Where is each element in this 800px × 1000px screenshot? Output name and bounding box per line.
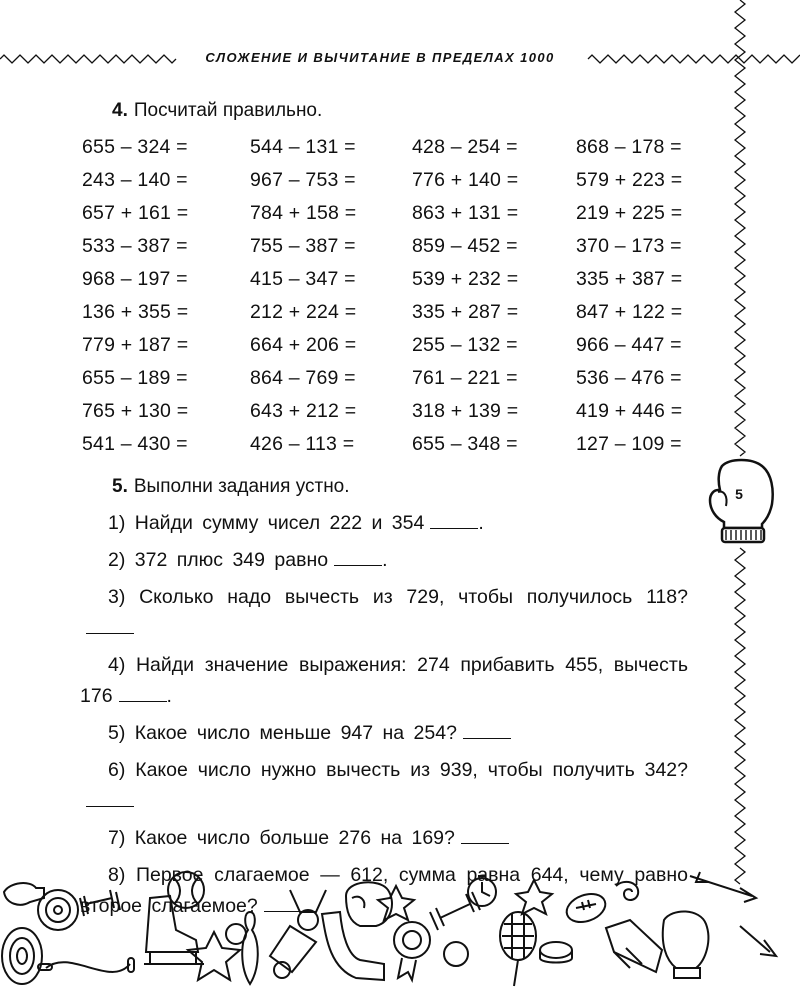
flipper-icon (606, 920, 662, 972)
rugby-ball-icon (563, 889, 609, 927)
exercise-row (82, 329, 702, 362)
exercise-row (82, 131, 702, 164)
ice-skate-icon (146, 896, 198, 952)
oral-task: 1) Найди сумму чисел 222 и 354 . (108, 512, 484, 534)
exercise-item: 655 – 348 = (412, 433, 518, 455)
exercise-row (82, 230, 702, 263)
answer-blank[interactable] (119, 685, 167, 702)
exercise-item: 776 + 140 = (412, 169, 519, 191)
swirl-icon (616, 882, 638, 900)
task-5-number: 5. (112, 476, 128, 497)
oral-task (80, 755, 688, 817)
answer-blank[interactable] (430, 512, 478, 529)
exercise-item: 765 + 130 = (82, 400, 189, 422)
exercise-item: 966 – 447 = (576, 334, 682, 356)
exercise-item: 643 + 212 = (250, 400, 357, 422)
exercise-row (82, 197, 702, 230)
answer-blank[interactable] (334, 549, 382, 566)
exercise-row (82, 164, 702, 197)
baseball-icon (168, 872, 204, 908)
dart-icon (740, 926, 776, 956)
exercise-item: 335 + 287 = (412, 301, 519, 323)
exercise-row (82, 428, 702, 461)
exercise-item: 655 – 189 = (82, 367, 188, 389)
exercise-item: 536 – 476 = (576, 367, 682, 389)
exercise-row (82, 362, 702, 395)
task-5-heading (112, 476, 350, 498)
oral-task-text: 5) Какое число меньше 947 на 254? (108, 722, 457, 744)
whistle-icon (4, 883, 44, 905)
exercise-item: 255 – 132 = (412, 334, 518, 356)
exercise-item: 544 – 131 = (250, 136, 356, 158)
award-rosette-icon (394, 922, 430, 958)
exercise-item: 335 + 387 = (576, 268, 683, 290)
oral-task (80, 582, 688, 644)
oral-task: 2) 372 плюс 349 равно . (108, 549, 388, 571)
task-4-number: 4. (112, 100, 128, 121)
exercise-item: 859 – 452 = (412, 235, 518, 257)
oral-task-text: 2) 372 плюс 349 равно (108, 549, 329, 571)
bowling-pin-icon (242, 912, 258, 984)
sports-doodle-footer (0, 868, 800, 1000)
jump-rope-icon (46, 962, 130, 972)
task-4-heading (112, 100, 322, 122)
exercise-item: 370 – 173 = (576, 235, 682, 257)
exercise-item: 863 + 131 = (412, 202, 519, 224)
exercise-item: 657 + 161 = (82, 202, 189, 224)
exercise-item: 419 + 446 = (576, 400, 683, 422)
answer-blank[interactable] (86, 617, 134, 634)
exercise-row (82, 263, 702, 296)
exercise-item: 219 + 225 = (576, 202, 683, 224)
answer-blank[interactable] (86, 790, 134, 807)
exercise-item: 428 – 254 = (412, 136, 518, 158)
oral-task (80, 823, 688, 854)
exercise-item: 533 – 387 = (82, 235, 188, 257)
oral-task (80, 718, 688, 749)
exercise-item: 127 – 109 = (576, 433, 682, 455)
page-header (0, 44, 800, 74)
dumbbell-icon (430, 892, 480, 930)
task-4-title: Посчитай правильно. (133, 100, 323, 121)
exercise-item: 539 + 232 = (412, 268, 519, 290)
exercise-item: 784 + 158 = (250, 202, 357, 224)
exercise-item: 664 + 206 = (250, 334, 357, 356)
star-icon (516, 880, 552, 914)
discus-icon (2, 928, 42, 984)
oral-task-text: 7) Какое число больше 276 на 169? (108, 827, 455, 849)
exercise-item: 136 + 355 = (82, 301, 189, 323)
puck-icon (540, 942, 572, 958)
oral-task-text: 3) Сколько надо вычесть из 729, чтобы получилось 118? (108, 586, 688, 608)
task-5-title: Выполни задания устно. (133, 476, 350, 497)
dumbbell-icon (80, 890, 120, 916)
answer-blank[interactable] (461, 827, 509, 844)
exercise-item: 541 – 430 = (82, 433, 188, 455)
medal-icon (290, 890, 326, 912)
oral-tasks-list (80, 508, 688, 922)
exercise-item: 579 + 223 = (576, 169, 683, 191)
section-title: СЛОЖЕНИЕ И ВЫЧИТАНИЕ В ПРЕДЕЛАХ 1000 (180, 50, 580, 65)
exercise-grid (82, 131, 702, 461)
oral-task-text: 1) Найди сумму чисел 222 и 354 (108, 512, 425, 534)
mitten-page-tab-icon (700, 456, 780, 548)
exercise-row (82, 395, 702, 428)
answer-blank[interactable] (463, 722, 511, 739)
star-icon (378, 886, 414, 920)
exercise-item: 655 – 324 = (82, 136, 188, 158)
exercise-item: 318 + 139 = (412, 400, 519, 422)
exercise-item: 426 – 113 = (250, 433, 355, 455)
exercise-item: 212 + 224 = (250, 301, 357, 323)
exercise-item: 415 – 347 = (250, 268, 356, 290)
exercise-item: 968 – 197 = (82, 268, 188, 290)
target-icon (38, 890, 78, 930)
ball-icon (444, 942, 468, 966)
oral-task-text: 8) Первое слагаемое — 612, сумма равна 644, чему равно второе слагаемое? (80, 864, 688, 917)
exercise-item: 967 – 753 = (250, 169, 356, 191)
exercise-row (82, 296, 702, 329)
exercise-item: 864 – 769 = (250, 367, 356, 389)
exercise-item: 243 – 140 = (82, 169, 188, 191)
exercise-item: 779 + 187 = (82, 334, 189, 356)
exercise-item: 755 – 387 = (250, 235, 356, 257)
exercise-item: 868 – 178 = (576, 136, 682, 158)
page-number: 5 (735, 486, 743, 502)
exercise-item: 847 + 122 = (576, 301, 683, 323)
oral-task: 4) Найди значение выражения: 274 прибавить 455, вычесть 176 . (80, 654, 688, 707)
arrow-icon (690, 872, 756, 902)
oral-task-text: 6) Какое число нужно вычесть из 939, чтобы получить 342? (108, 759, 688, 781)
mitten-icon (663, 911, 709, 968)
exercise-item: 761 – 221 = (412, 367, 518, 389)
oral-task-text: 4) Найди значение выражения: 274 прибавить 455, вычесть 176 (80, 654, 688, 707)
